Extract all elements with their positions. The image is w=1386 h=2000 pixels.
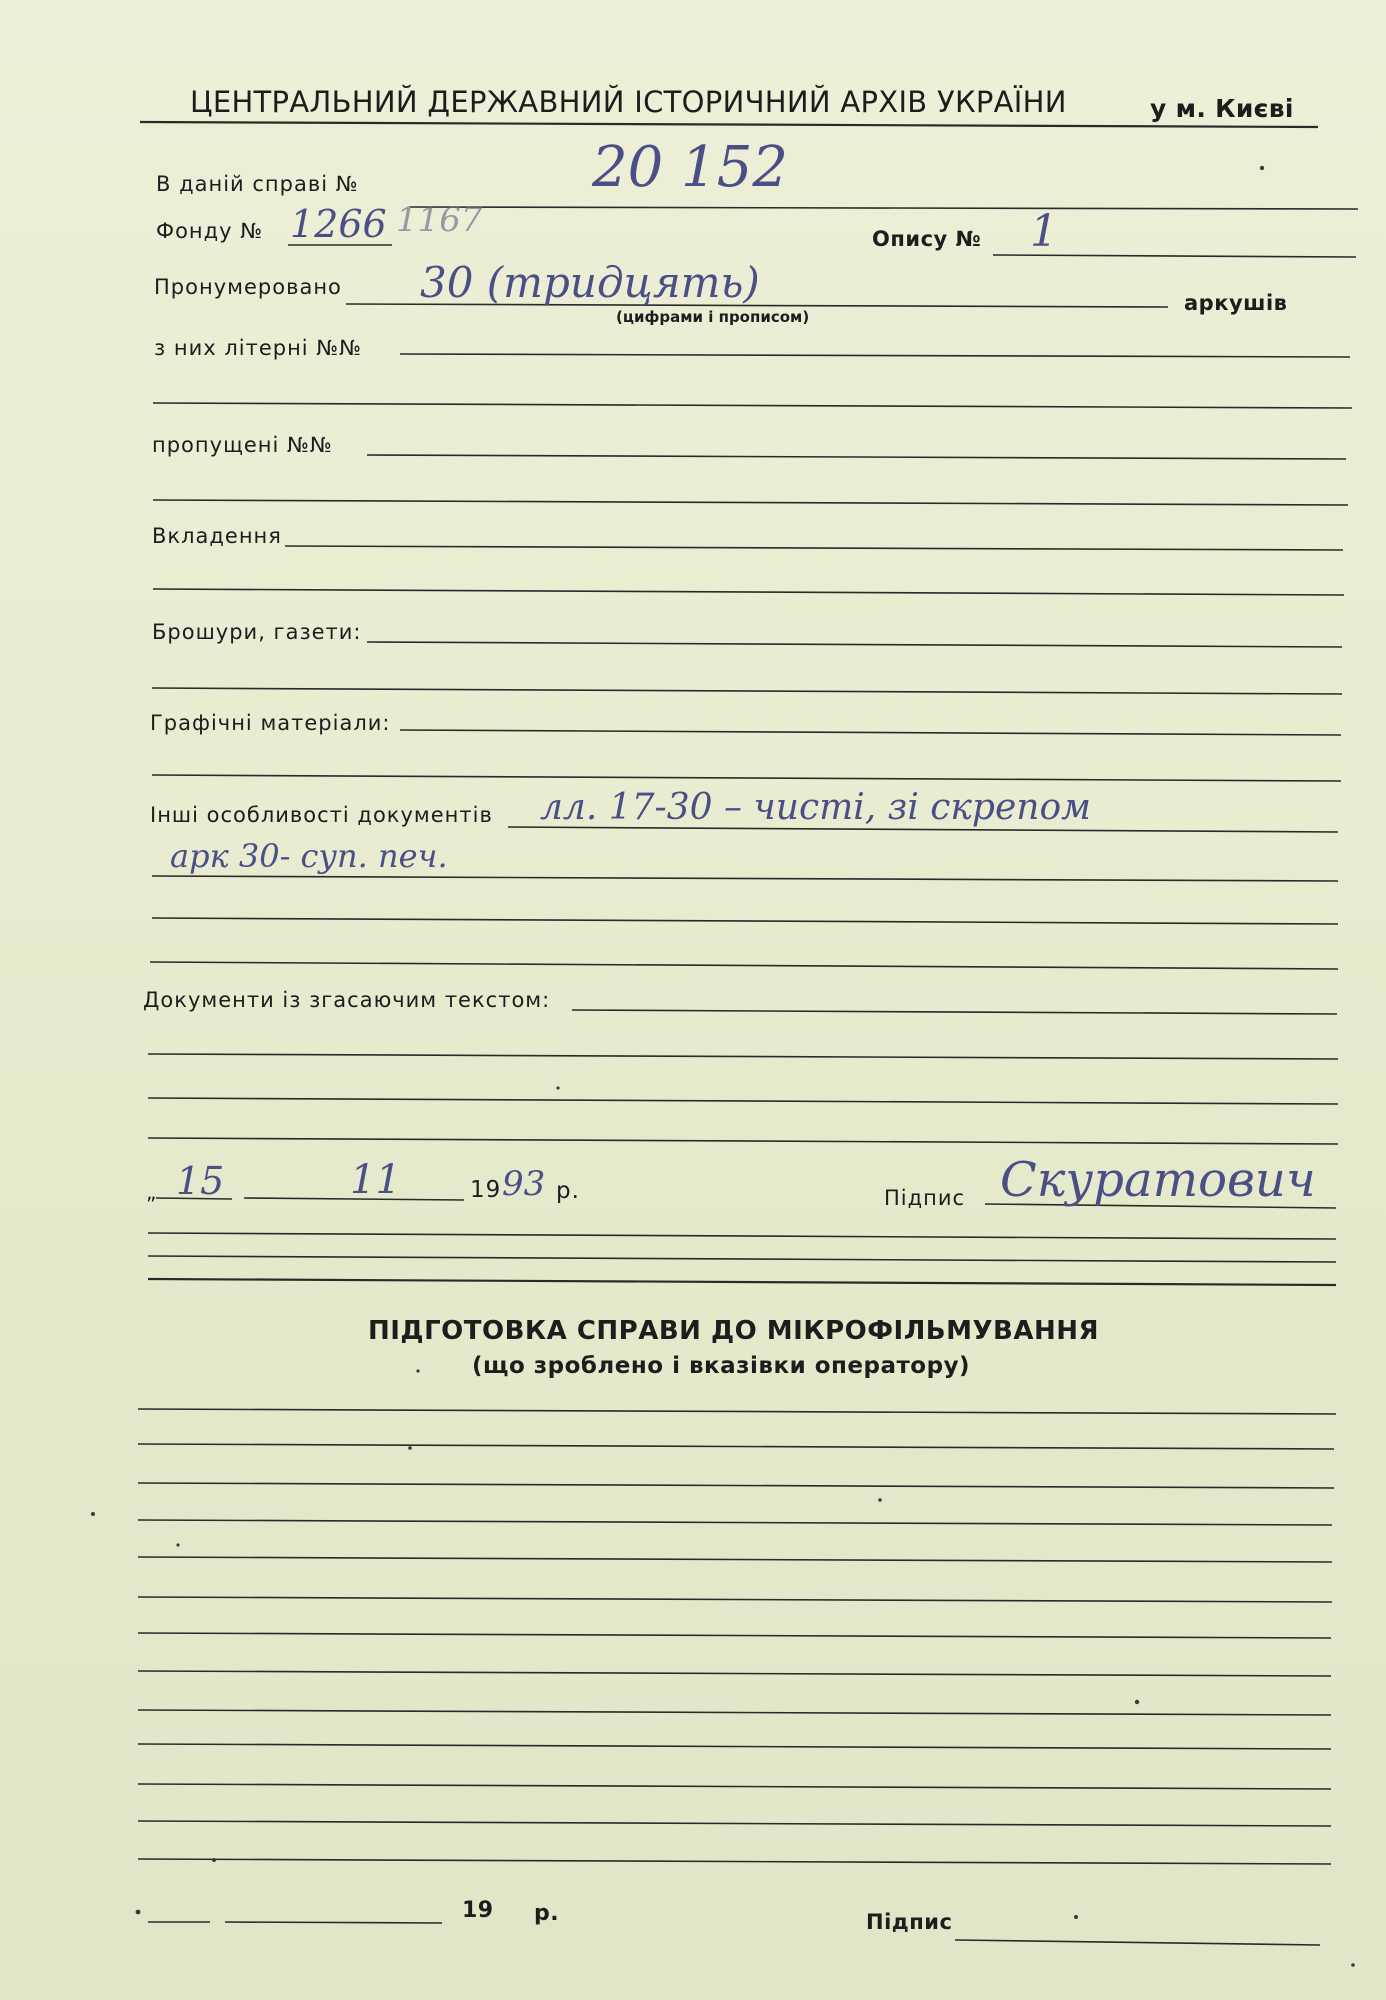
fond-number-value[interactable]: 1266	[290, 202, 387, 246]
date-year-suffix[interactable]: 93	[502, 1164, 546, 1204]
opys-number-value[interactable]: 1	[1030, 206, 1058, 257]
other-features-label: Інші особливості документів	[150, 803, 493, 827]
letter-numbers-label: з них літерні №№	[154, 336, 362, 360]
footer-year-unit: р.	[534, 1901, 560, 1926]
other-features-value-2[interactable]: арк 30- суп. печ.	[170, 837, 448, 875]
date-quote-mark: „	[146, 1180, 158, 1204]
fond-number-alt-value: 1167	[396, 200, 483, 240]
signature-label: Підпис	[884, 1186, 966, 1210]
graphic-materials-label: Графічні матеріали:	[150, 711, 391, 735]
date-day-value[interactable]: 15	[176, 1159, 225, 1203]
brochures-label: Брошури, газети:	[152, 620, 362, 644]
skipped-numbers-label: пропущені №№	[152, 433, 333, 457]
inserts-label: Вкладення	[152, 524, 282, 548]
case-number-label: В даній справі №	[156, 172, 359, 196]
archive-name: ЦЕНТРАЛЬНИЙ ДЕРЖАВНИЙ ІСТОРИЧНИЙ АРХІВ УКРАЇНИ	[190, 85, 1067, 119]
fond-number-label: Фонду №	[156, 219, 264, 243]
numbered-suffix: аркушів	[1184, 291, 1288, 315]
footer-year-prefix: 19	[462, 1898, 494, 1923]
numbered-value[interactable]: 30 (тридцять)	[420, 258, 760, 307]
footer-signature-label: Підпис	[866, 1910, 953, 1934]
numbered-hint: (цифрами і прописом)	[616, 308, 810, 326]
numbered-label: Пронумеровано	[154, 275, 342, 299]
prep-section-subtitle: (що зроблено і вказівки оператору)	[472, 1353, 971, 1379]
archive-city: у м. Києві	[1150, 94, 1294, 123]
fading-text-label: Документи із згасаючим текстом:	[143, 988, 551, 1012]
prep-section-title: ПІДГОТОВКА СПРАВИ ДО МІКРОФІЛЬМУВАННЯ	[368, 1316, 1100, 1346]
other-features-value-1[interactable]: лл. 17-30 – чисті, зі скрепом	[540, 787, 1091, 828]
opys-number-label: Опису №	[872, 227, 982, 251]
date-month-value[interactable]: 11	[350, 1157, 401, 1203]
signature-value[interactable]: Скуратович	[1000, 1152, 1316, 1208]
date-year-unit: р.	[556, 1178, 580, 1204]
case-number-value[interactable]: 20 152	[592, 135, 788, 200]
header-rule	[140, 122, 1318, 127]
date-year-prefix: 19	[470, 1177, 502, 1203]
